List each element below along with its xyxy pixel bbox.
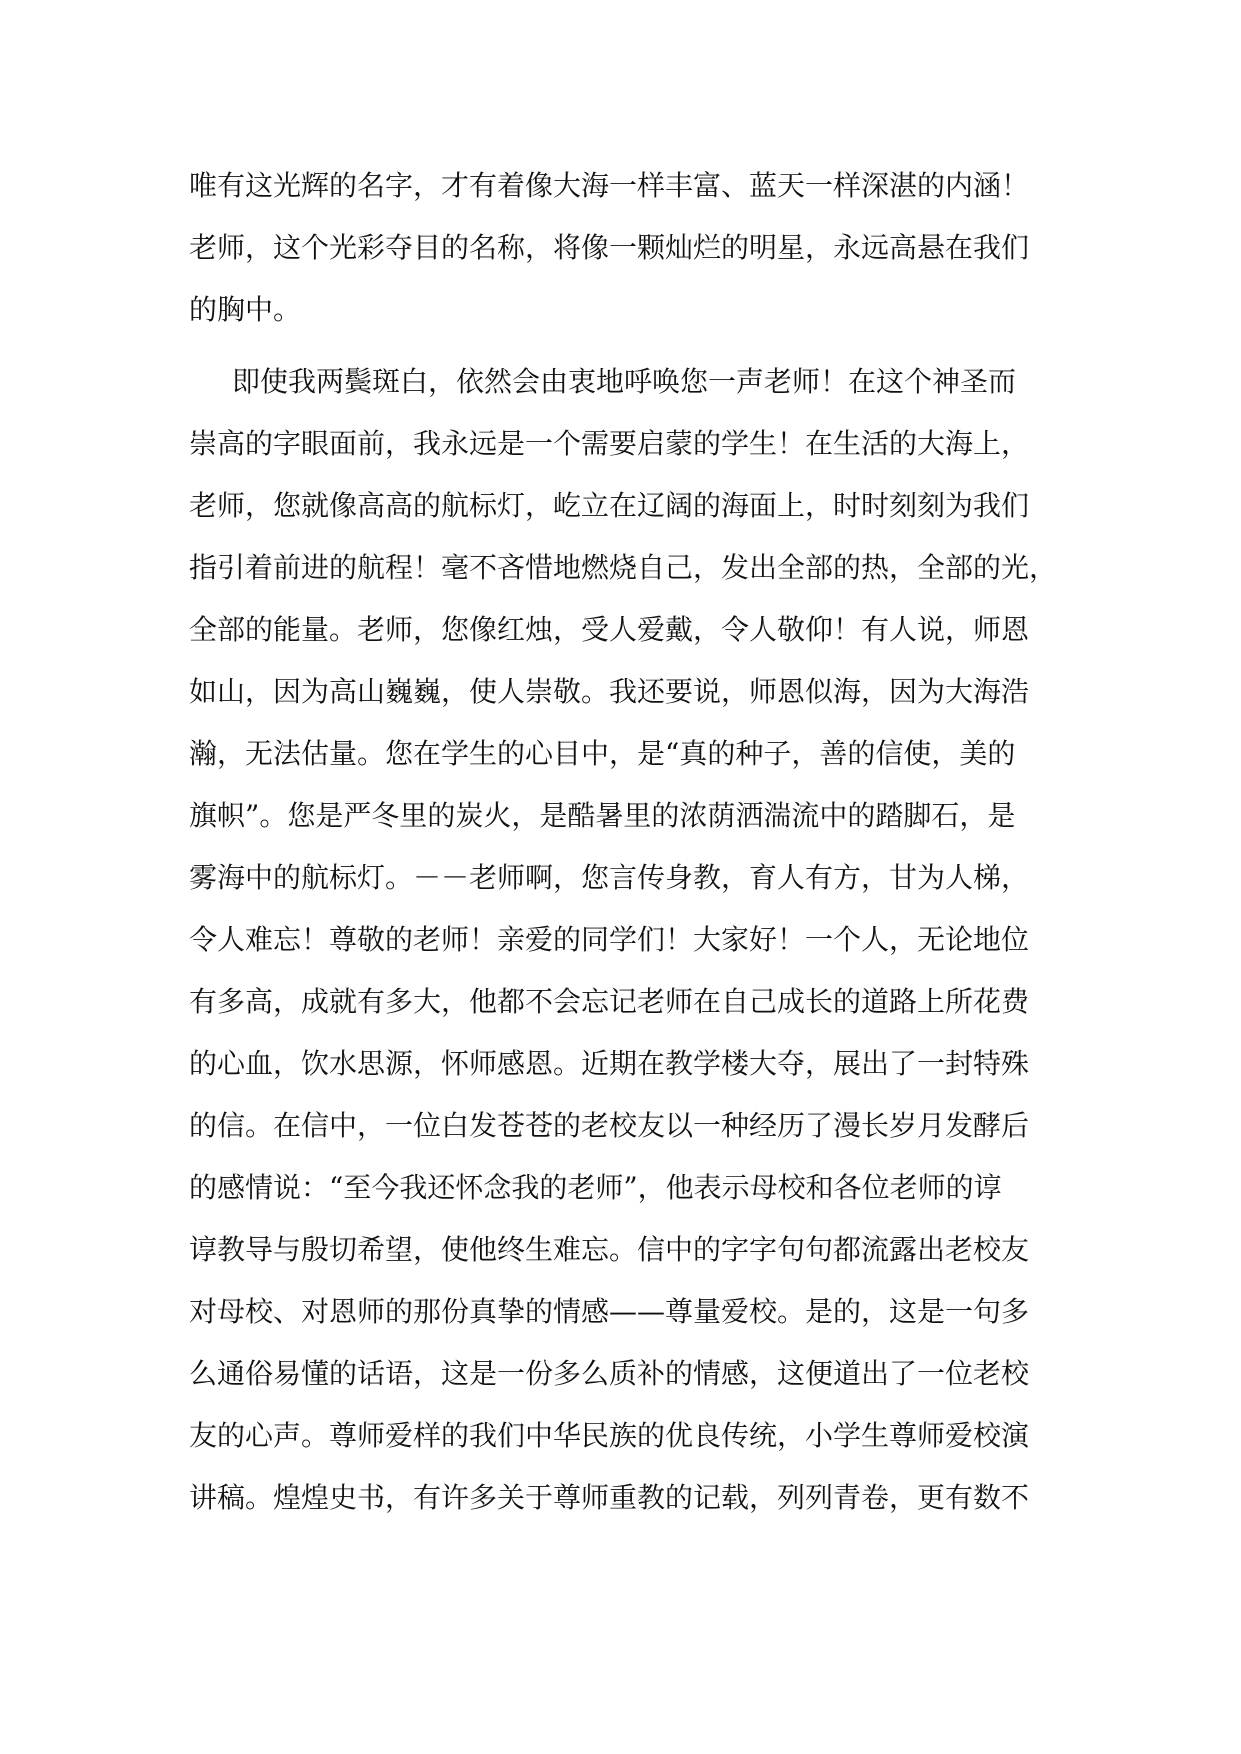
text-line: 的心血，饮水思源，怀师感恩。近期在教学楼大夺，展出了一封特殊 [189, 1047, 1030, 1080]
text-line: 么通俗易懂的话语，这是一份多么质补的情感，这便道出了一位老校 [189, 1357, 1030, 1390]
text-line: 旗帜”。您是严冬里的炭火，是酷暑里的浓荫洒湍流中的踏脚石，是 [189, 799, 1016, 832]
text-line: 如山，因为高山巍巍，使人崇敬。我还要说，师恩似海，因为大海浩 [189, 675, 1030, 708]
text-line: 友的心声。尊师爱样的我们中华民族的优良传统，小学生尊师爱校演 [189, 1419, 1030, 1452]
text-line: 有多高，成就有多大，他都不会忘记老师在自己成长的道路上所花费 [189, 985, 1030, 1018]
text-line: 讲稿。煌煌史书，有许多关于尊师重教的记载，列列青卷，更有数不 [189, 1481, 1030, 1514]
text-line: 瀚，无法估量。您在学生的心目中，是“真的种子，善的信使，美的 [189, 737, 1016, 770]
text-line: 令人难忘！尊敬的老师！亲爱的同学们！大家好！一个人，无论地位 [189, 923, 1030, 956]
text-line: 老师，您就像高高的航标灯，屹立在辽阔的海面上，时时刻刻为我们 [189, 489, 1030, 522]
text-line: 唯有这光辉的名字，才有着像大海一样丰富、蓝天一样深湛的内涵！ [189, 169, 1030, 202]
document-body [189, 155, 1059, 1529]
text-line: 的信。在信中，一位白发苍苍的老校友以一种经历了漫长岁月发酵后 [189, 1109, 1030, 1142]
text-line: 老师，这个光彩夺目的名称，将像一颗灿烂的明星，永远高悬在我们 [189, 231, 1030, 264]
text-line: 崇高的字眼面前，我永远是一个需要启蒙的学生！在生活的大海上， [189, 427, 1030, 460]
text-line: 即使我两鬓斑白，依然会由衷地呼唤您一声老师！在这个神圣而 [232, 365, 1017, 398]
text-line: 指引着前进的航程！毫不吝惜地燃烧自己，发出全部的热，全部的光， [189, 551, 1058, 584]
text-line: 雾海中的航标灯。－－老师啊，您言传身教，育人有方，甘为人梯， [189, 861, 1030, 894]
text-line: 全部的能量。老师，您像红烛，受人爱戴，令人敬仰！有人说，师恩 [189, 613, 1030, 646]
paragraph-2 [189, 351, 1059, 1529]
text-line: 的胸中。 [189, 293, 302, 326]
text-line: 谆教导与殷切希望，使他终生难忘。信中的字字句句都流露出老校友 [189, 1233, 1030, 1266]
text-line: 对母校、对恩师的那份真挚的情感——尊量爱校。是的，这是一句多 [189, 1295, 1030, 1328]
text-line: 的感情说：“至今我还怀念我的老师”，他表示母校和各位老师的谆 [189, 1171, 1002, 1204]
paragraph-1 [189, 155, 1059, 341]
